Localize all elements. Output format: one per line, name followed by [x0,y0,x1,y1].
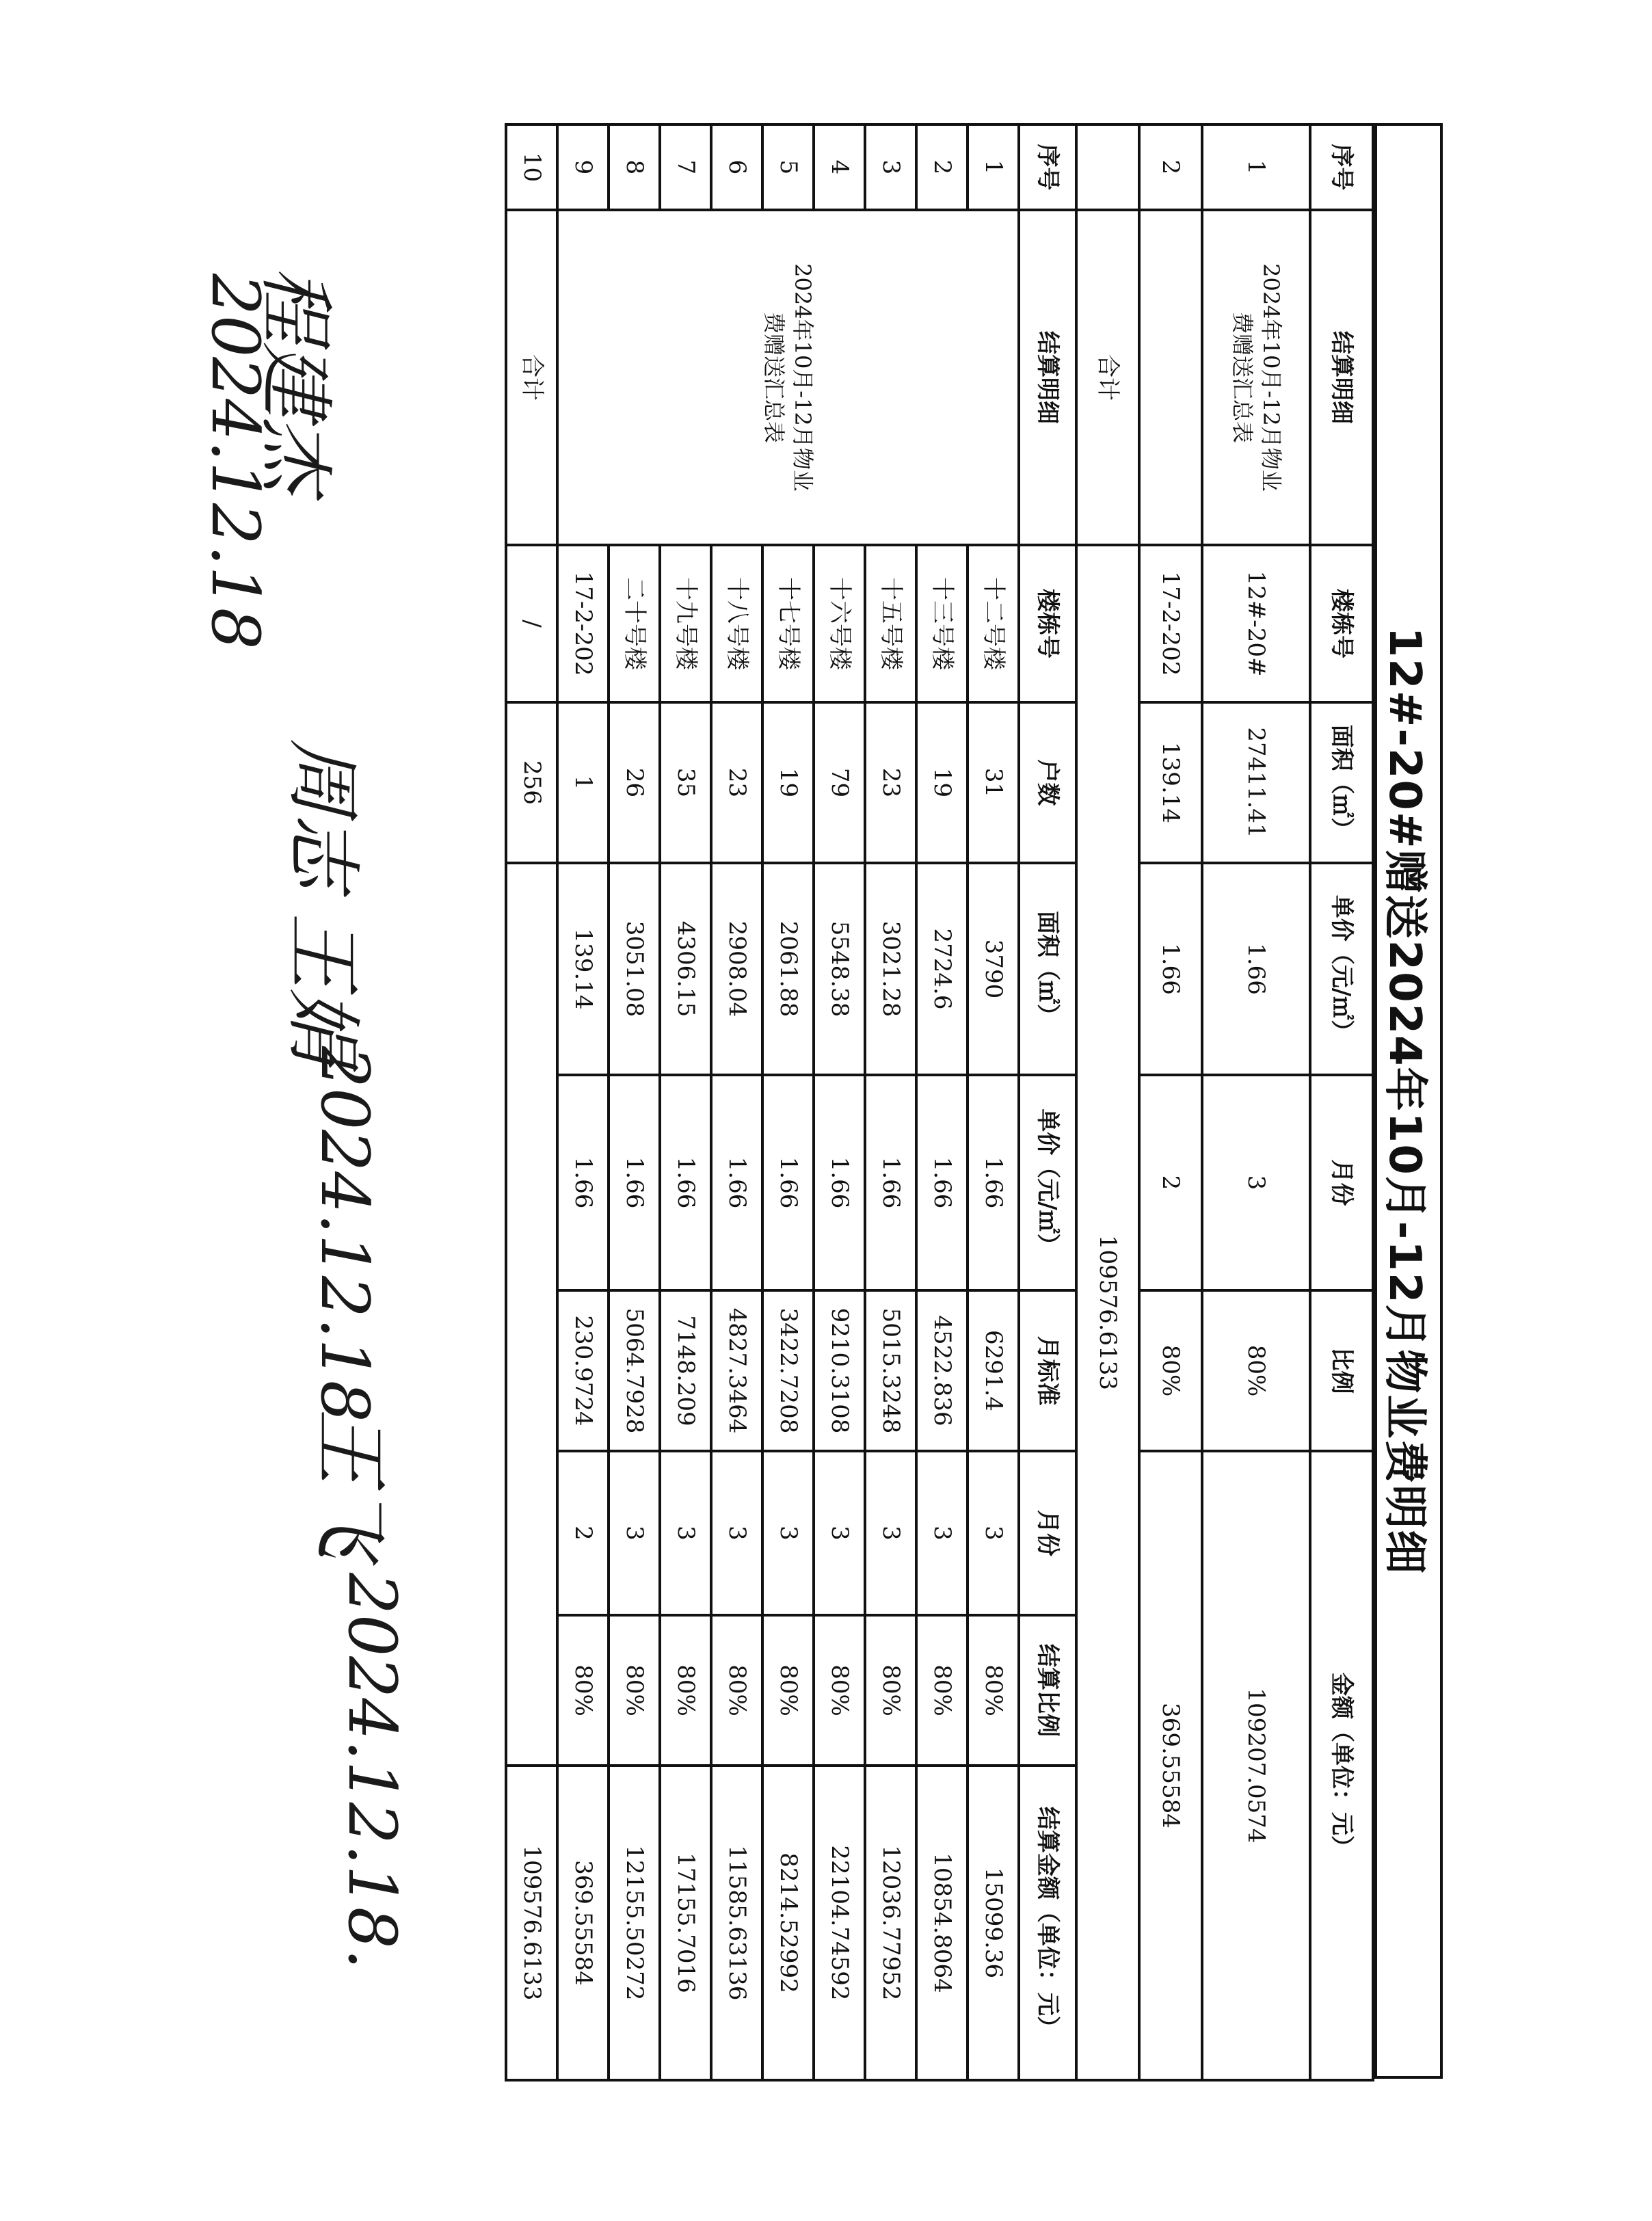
t2-area: 3051.08 [609,863,660,1075]
t2-area: 3790 [968,863,1019,1075]
t2-header-building: 楼栋号 [1019,545,1076,702]
t2-amount: 15099.36 [968,1766,1019,2080]
t2-monthly: 7148.209 [660,1290,711,1451]
t2-desc-line2: 费赠送汇总表 [761,311,788,443]
t2-monthly: 9210.3108 [814,1290,865,1451]
t2-households: 79 [814,702,865,863]
t2-amount: 369.55584 [557,1766,609,2080]
t1-header-building: 楼栋号 [1310,545,1373,702]
signature-2-date: 2024.12.18 [306,1046,383,1422]
t1-header-price: 单价（元/㎡） [1310,863,1373,1075]
t2-households: 26 [609,702,660,863]
t2-ratio: 80% [711,1615,762,1766]
t2-households: 23 [865,702,916,863]
t2-months: 3 [814,1451,865,1615]
t1-ratio: 80% [1139,1290,1202,1451]
t1-header-ratio: 比例 [1310,1290,1373,1451]
t2-total-seq: 10 [506,124,557,210]
t2-header-desc: 结算明细 [1019,210,1076,545]
t2-seq: 6 [711,124,762,210]
t2-header-amount: 结算金额（单位：元） [1019,1766,1076,2080]
t1-price: 1.66 [1139,863,1202,1075]
t2-months: 3 [865,1451,916,1615]
t2-building: 十七号楼 [762,545,814,702]
t1-total-amount: 109576.6133 [1076,545,1139,2080]
t2-monthly: 4522.836 [916,1290,968,1451]
t2-ratio: 80% [609,1615,660,1766]
t2-months: 3 [968,1451,1019,1615]
t1-amount: 369.55584 [1139,1451,1202,2080]
t2-monthly: 4827.3464 [711,1290,762,1451]
t2-months: 3 [916,1451,968,1615]
t2-header-ratio: 结算比例 [1019,1615,1076,1766]
t2-price: 1.66 [865,1075,916,1290]
t2-months: 3 [660,1451,711,1615]
t1-header-months: 月份 [1310,1075,1373,1290]
t2-seq: 9 [557,124,609,210]
t2-price: 1.66 [711,1075,762,1290]
t2-monthly: 230.9724 [557,1290,609,1451]
t2-seq: 8 [609,124,660,210]
t1-desc-line2: 费赠送汇总表 [1229,311,1255,443]
rotated-sheet [417,123,1443,2079]
table1-total-row [1076,124,1139,2080]
t2-amount: 12155.50272 [609,1766,660,2080]
t1-seq: 1 [1202,124,1310,210]
t2-header-monthly: 月标准 [1019,1290,1076,1451]
t2-amount: 12036.77952 [865,1766,916,2080]
t2-monthly: 6291.4 [968,1290,1019,1451]
t2-amount: 17155.7016 [660,1766,711,2080]
t1-desc [1139,210,1202,545]
signature-1-date: 2024.12.18 [197,274,274,650]
t2-seq: 4 [814,124,865,210]
signature-2-name: 周志 王娟 [279,739,367,1063]
t1-desc-line1: 2024年10月-12月物业 [1257,263,1284,492]
t2-price: 1.66 [609,1075,660,1290]
t1-total-seq [1076,124,1139,210]
t2-building: 十三号楼 [916,545,968,702]
t2-building: 十八号楼 [711,545,762,702]
t2-ratio: 80% [865,1615,916,1766]
t2-area: 3021.28 [865,863,916,1075]
t2-seq: 1 [968,124,1019,210]
t2-ratio: 80% [762,1615,814,1766]
t2-building: 十五号楼 [865,545,916,702]
page-title: 12#-20#赠送2024年10月-12月物业费明细 [1374,123,1443,2079]
table1-header-row [1310,124,1373,2080]
t2-households: 19 [762,702,814,863]
t2-area: 4306.15 [660,863,711,1075]
t2-households: 35 [660,702,711,863]
t2-desc-line1: 2024年10月-12月物业 [790,263,816,492]
t2-price: 1.66 [916,1075,968,1290]
t2-header-price: 单价（元/㎡） [1019,1075,1076,1290]
t1-months: 2 [1139,1075,1202,1290]
t2-building: 十六号楼 [814,545,865,702]
t2-months: 3 [711,1451,762,1615]
t2-area: 139.14 [557,863,609,1075]
t2-header-households: 户数 [1019,702,1076,863]
t2-area: 2724.6 [916,863,968,1075]
t2-building: 十二号楼 [968,545,1019,702]
t2-ratio: 80% [814,1615,865,1766]
table2-header-row [1019,124,1076,2080]
t2-building: 17-2-202 [557,545,609,702]
t2-building: 二十号楼 [609,545,660,702]
t2-amount: 11585.63136 [711,1766,762,2080]
t2-seq: 3 [865,124,916,210]
signature-1-name: 程建杰 [252,267,339,492]
t2-area: 2061.88 [762,863,814,1075]
t2-households: 1 [557,702,609,863]
t2-price: 1.66 [968,1075,1019,1290]
t1-total-label: 合计 [1076,210,1139,545]
signature-3-name: 王飞 [306,1409,394,1559]
t2-header-months: 月份 [1019,1451,1076,1615]
table2-total-row [506,124,557,2080]
t2-ratio: 80% [968,1615,1019,1766]
t2-households: 23 [711,702,762,863]
t2-seq: 7 [660,124,711,210]
t2-households: 31 [968,702,1019,863]
t2-header-area: 面积（㎡） [1019,863,1076,1075]
t2-area: 2908.04 [711,863,762,1075]
t2-months: 3 [762,1451,814,1615]
t2-total-amount: 109576.6133 [506,1766,557,2080]
t1-desc [1202,210,1310,545]
table-row [1202,124,1310,2080]
t2-monthly: 5064.7928 [609,1290,660,1451]
fee-table [505,123,1374,2082]
t2-price: 1.66 [660,1075,711,1290]
t2-households: 19 [916,702,968,863]
t2-header-seq: 序号 [1019,124,1076,210]
t2-months: 3 [609,1451,660,1615]
t2-monthly: 3422.7208 [762,1290,814,1451]
t2-amount: 22104.74592 [814,1766,865,2080]
t2-price: 1.66 [557,1075,609,1290]
t2-seq: 2 [916,124,968,210]
t2-amount: 10854.8064 [916,1766,968,2080]
t2-ratio: 80% [557,1615,609,1766]
t1-seq: 2 [1139,124,1202,210]
t2-price: 1.66 [762,1075,814,1290]
t2-total-building: / [506,545,557,702]
t1-header-amount: 金额（单位：元） [1310,1451,1373,2080]
t1-months: 3 [1202,1075,1310,1290]
t2-total-households: 256 [506,702,557,863]
t1-header-seq: 序号 [1310,124,1373,210]
t1-price: 1.66 [1202,863,1310,1075]
t2-price: 1.66 [814,1075,865,1290]
t2-amount: 8214.52992 [762,1766,814,2080]
t1-amount: 109207.0574 [1202,1451,1310,2080]
t2-monthly: 5015.3248 [865,1290,916,1451]
t1-building: 17-2-202 [1139,545,1202,702]
t2-months: 2 [557,1451,609,1615]
t1-area: 27411.41 [1202,702,1310,863]
t2-total-label: 合计 [506,210,557,545]
t1-building: 12#-20# [1202,545,1310,702]
t2-desc [557,210,1019,545]
t2-total-blank [506,863,557,1766]
table-row [968,124,1019,2080]
t2-seq: 5 [762,124,814,210]
t2-area: 5548.38 [814,863,865,1075]
t1-area: 139.14 [1139,702,1202,863]
t2-ratio: 80% [916,1615,968,1766]
t2-ratio: 80% [660,1615,711,1766]
t1-header-area: 面积（㎡） [1310,702,1373,863]
signature-3-date: 2024.12.18. [334,1573,410,1970]
t1-ratio: 80% [1202,1290,1310,1451]
t2-building: 十九号楼 [660,545,711,702]
t1-header-desc: 结算明细 [1310,210,1373,545]
table-row [1139,124,1202,2080]
